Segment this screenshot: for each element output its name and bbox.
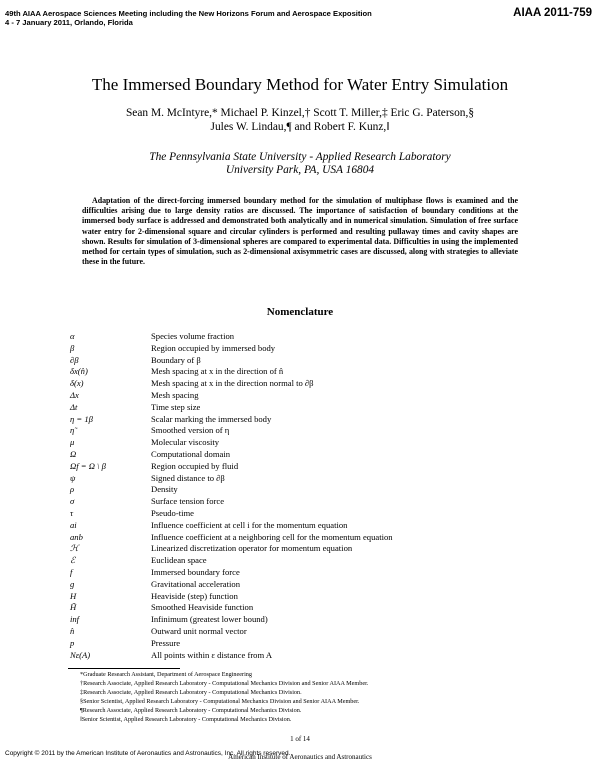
nomenclature-row <box>70 461 540 473</box>
nomenclature-description: Smoothed Heaviside function <box>151 602 254 613</box>
nomenclature-row <box>70 473 540 485</box>
nomenclature-description: Scalar marking the immersed body <box>151 413 272 424</box>
nomenclature-symbol: Ωf = Ω \ β <box>70 460 106 471</box>
nomenclature-description: Region occupied by immersed body <box>151 342 276 353</box>
affiliation-line-2: University Park, PA, USA 16804 <box>225 164 375 176</box>
nomenclature-row <box>70 425 540 437</box>
nomenclature-heading: Nomenclature <box>266 306 334 318</box>
nomenclature-symbol: ℋ <box>70 543 79 554</box>
conference-header <box>5 9 372 27</box>
footnote: ¶Research Associate, Applied Research Laboratory - Computational Mechanics Division. <box>80 706 302 714</box>
nomenclature-symbol: σ <box>70 496 75 507</box>
nomenclature-description: Surface tension force <box>151 496 225 507</box>
nomenclature-row <box>70 390 540 402</box>
nomenclature-description: Region occupied by fluid <box>151 460 239 471</box>
nomenclature-symbol: δx(n̂) <box>70 366 88 377</box>
nomenclature-row <box>70 402 540 414</box>
page-number: 1 of 14 <box>290 735 310 743</box>
nomenclature-description: Influence coefficient at cell i for the momentum equation <box>151 519 348 530</box>
nomenclature-row <box>70 496 540 508</box>
footnotes <box>80 671 368 724</box>
nomenclature-description: Species volume fraction <box>151 331 235 341</box>
nomenclature-row <box>70 378 540 390</box>
nomenclature-symbol: η = 1β <box>70 413 93 424</box>
nomenclature-description: Heaviside (step) function <box>151 590 238 601</box>
authors-line-1: Sean M. McIntyre,* Michael P. Kinzel,† Scott T. Miller,‡ Eric G. Paterson,§ <box>125 107 475 119</box>
nomenclature-description: Time step size <box>151 401 201 412</box>
nomenclature-row <box>70 532 540 544</box>
nomenclature-symbol: η̃ <box>70 425 75 436</box>
nomenclature-description: Boundary of β <box>151 354 201 365</box>
nomenclature-description: Computational domain <box>151 448 231 459</box>
nomenclature-description: Outward unit normal vector <box>151 625 247 636</box>
nomenclature-symbol: p <box>70 637 75 648</box>
conference-name: 49th AIAA Aerospace Sciences Meeting including the New Horizons Forum and Aerospace Exposition <box>5 9 372 18</box>
nomenclature-row <box>70 414 540 426</box>
affiliation <box>0 151 600 177</box>
nomenclature-symbol: H <box>70 590 77 601</box>
nomenclature-symbol: Δx <box>70 389 79 400</box>
nomenclature-row <box>70 591 540 603</box>
nomenclature-symbol: n̂ <box>70 625 75 636</box>
nomenclature-description: Pseudo-time <box>151 507 194 518</box>
nomenclature-description: Mesh spacing <box>151 389 199 400</box>
nomenclature-description: Smoothed version of η <box>151 425 230 436</box>
footnote: ‖Senior Scientist, Applied Research Laboratory - Computational Mechanics Division. <box>80 715 292 723</box>
nomenclature-list <box>70 331 540 661</box>
nomenclature-description: Influence coefficient at a neighboring cell for the momentum equation <box>151 531 393 542</box>
nomenclature-symbol: H̃ <box>70 602 77 613</box>
footnote: *Graduate Research Assistant, Department of Aerospace Engineering <box>80 671 252 678</box>
publisher-footer: American Institute of Aeronautics and Astronautics <box>228 753 372 761</box>
nomenclature-description: Mesh spacing at x in the direction of n̂ <box>151 366 284 377</box>
nomenclature-symbol: f <box>70 566 73 577</box>
nomenclature-description: Linearized discretization operator for momentum equation <box>151 543 353 554</box>
nomenclature-row <box>70 343 540 355</box>
nomenclature-symbol: ∂β <box>70 354 79 365</box>
footnote: ‡Research Associate, Applied Research Laboratory - Computational Mechanics Division. <box>80 688 302 696</box>
nomenclature-symbol: g <box>70 578 75 589</box>
nomenclature-row <box>70 602 540 614</box>
nomenclature-row <box>70 543 540 555</box>
nomenclature-row <box>70 567 540 579</box>
nomenclature-row <box>70 650 540 662</box>
nomenclature-description: Density <box>151 484 178 495</box>
nomenclature-symbol: μ <box>70 437 75 448</box>
nomenclature-description: Euclidean space <box>151 555 207 566</box>
nomenclature-symbol: τ <box>70 507 74 518</box>
nomenclature-row <box>70 626 540 638</box>
abstract: Adaptation of the direct-forcing immersed boundary method for the simulation of multiphase flows is examined and the difficulties arising due to large density ratios are discussed. The importance of satisfaction of boundary conditions at the immersed body surface is addressed and demonstrated both analytically and in numerical simulation. Simulation of free surface water entry for 2-dimensional square and circular cylinders is performed and resulting pullaway times and cavity shapes are shown. Results for simulation of 3-dimensional spheres are compared to experimental data. Difficulties in using the implemented method for certain types of simulation, such as 2-dimensional axisymmetric cases are discussed, along with strategies to alleviate these in the future. <box>82 196 518 267</box>
nomenclature-description: Mesh spacing at x in the direction normal to ∂β <box>151 378 314 389</box>
nomenclature-row <box>70 437 540 449</box>
nomenclature-symbol: Δt <box>70 401 78 412</box>
nomenclature-symbol: ρ <box>70 484 75 495</box>
footnote-divider <box>68 668 180 669</box>
nomenclature-description: Molecular viscosity <box>151 437 220 448</box>
nomenclature-symbol: ai <box>70 519 77 530</box>
nomenclature-row <box>70 355 540 367</box>
affiliation-line-1: The Pennsylvania State University - Applied Research Laboratory <box>149 151 451 163</box>
nomenclature-row <box>70 520 540 532</box>
nomenclature-row <box>70 614 540 626</box>
nomenclature-symbol: anb <box>70 531 83 542</box>
nomenclature-row <box>70 638 540 650</box>
nomenclature-symbol: ℰ <box>70 555 76 566</box>
footnote: †Research Associate, Applied Research Laboratory - Computational Mechanics Division and Senior AIAA Member. <box>80 679 369 687</box>
nomenclature-row <box>70 331 540 343</box>
paper-title: The Immersed Boundary Method for Water Entry Simulation <box>91 75 509 94</box>
nomenclature-description: All points within ε distance from A <box>151 649 273 660</box>
authors-line-2: Jules W. Lindau,¶ and Robert F. Kunz,‖ <box>210 121 390 133</box>
nomenclature-description: Immersed boundary force <box>151 566 240 577</box>
conference-date-location: 4 - 7 January 2011, Orlando, Florida <box>5 18 133 27</box>
nomenclature-description: Gravitational acceleration <box>151 578 240 589</box>
nomenclature-row <box>70 366 540 378</box>
author-list <box>0 106 600 134</box>
nomenclature-symbol: ψ <box>70 472 76 483</box>
nomenclature-row <box>70 449 540 461</box>
copyright-notice: Copyright © 2011 by the American Institute of Aeronautics and Astronautics, Inc. All rights reserved. <box>5 750 291 757</box>
nomenclature-symbol: β <box>70 342 75 353</box>
nomenclature-row <box>70 484 540 496</box>
nomenclature-symbol: inf <box>70 614 80 625</box>
nomenclature-description: Pressure <box>151 637 181 648</box>
nomenclature-symbol: Ω <box>70 448 77 459</box>
paper-number: AIAA 2011-759 <box>513 7 592 19</box>
nomenclature-description: Signed distance to ∂β <box>151 472 225 483</box>
nomenclature-row <box>70 579 540 591</box>
nomenclature-row <box>70 508 540 520</box>
footnote: §Senior Scientist, Applied Research Laboratory - Computational Mechanics Division and Senior AIAA Member. <box>80 697 360 705</box>
nomenclature-row <box>70 555 540 567</box>
nomenclature-symbol: α <box>70 331 75 341</box>
nomenclature-description: Infinimum (greatest lower bound) <box>151 614 268 625</box>
nomenclature-symbol: Nε(A) <box>70 649 91 660</box>
nomenclature-symbol: δ(x) <box>70 378 84 389</box>
